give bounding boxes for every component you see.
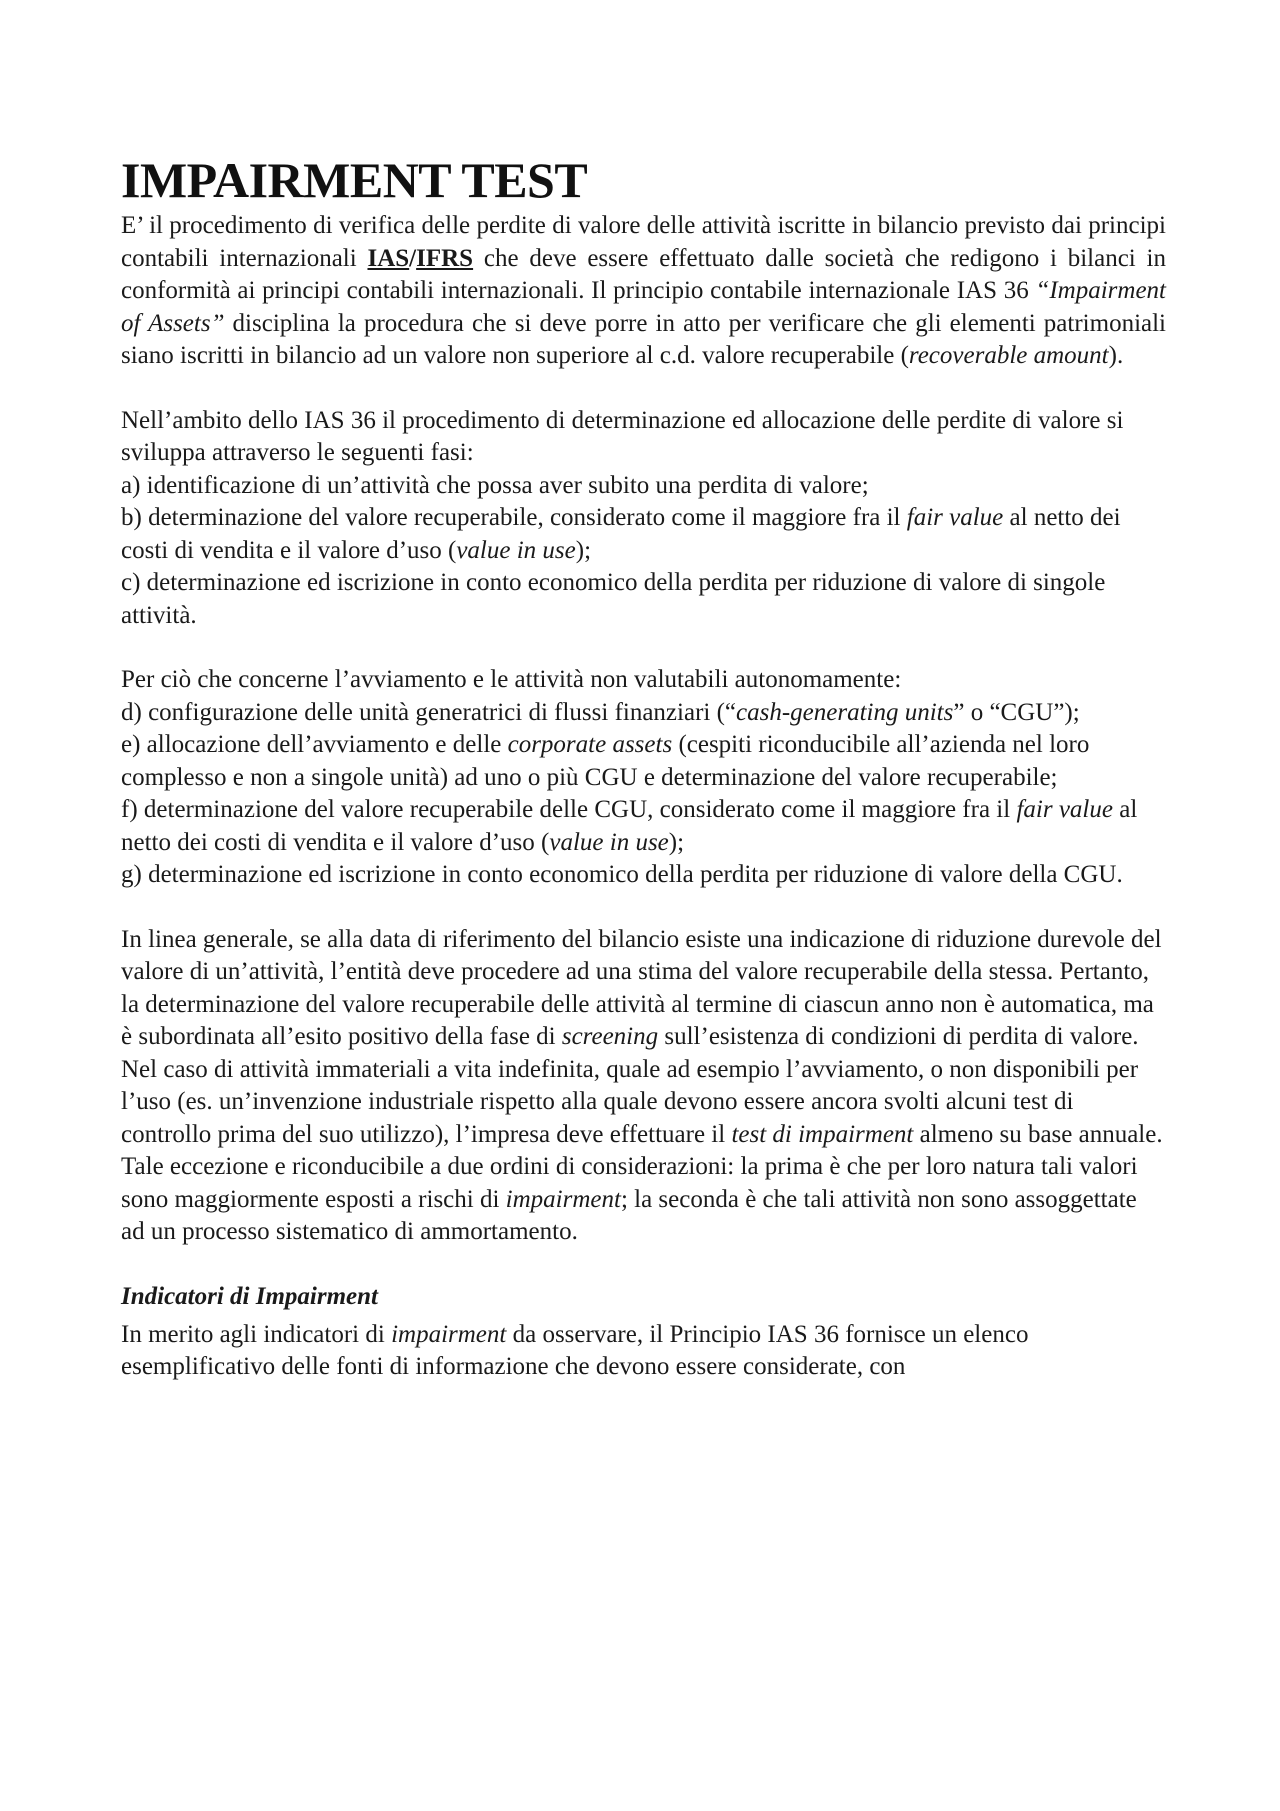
indicators-heading: Indicatori di Impairment	[121, 1282, 378, 1310]
page-title: IMPAIRMENT TEST	[121, 152, 588, 208]
phase-d: d) configurazione delle unità generatrici di flussi finanziari (“cash-generating units” o “CGU”);	[121, 698, 1080, 726]
intro-text-3: disciplina la procedura che si deve porre in atto per verificare che gli elementi patrimoniali siano iscritti in bilancio ad un valore non superiore al c.d. valore recuperabile (	[121, 309, 1167, 369]
intro-text-4: ).	[1108, 342, 1124, 369]
intro-paragraph	[121, 210, 1166, 373]
fair-value-term: fair value	[1016, 796, 1113, 823]
fair-value-term: fair value	[906, 504, 1004, 531]
phase-b: b) determinazione del valore recuperabile, considerato come il maggiore fra il fair value al netto dei costi di vendita e il valore d’uso (value in use);	[121, 504, 1121, 564]
general-paragraph-1: In linea generale, se alla data di riferimento del bilancio esiste una indicazione di riduzione durevole del valore di un’attività, l’entità deve procedere ad una stima del valore recuperabile della stessa. Pertanto, la determinazione del valore recuperabile delle attività al termine di ciascun anno non è automatica, ma è subordinata all’esito positivo della fase di screening sull’esistenza di condizioni di perdita di valore.	[121, 925, 1162, 1050]
corporate-assets-term: corporate assets	[507, 731, 673, 758]
link-separator: /	[409, 244, 417, 272]
recoverable-amount-term: recoverable amount	[908, 342, 1109, 369]
impairment-term: impairment	[391, 1320, 507, 1348]
general-section	[121, 924, 1166, 1249]
phase-f: f) determinazione del valore recuperabile delle CGU, considerato come il maggiore fra il fair value al netto dei costi di vendita e il valore d’uso (value in use);	[121, 796, 1138, 856]
phase-a: a) identificazione di un’attività che possa aver subito una perdita di valore;	[121, 471, 869, 499]
impairment-term: impairment	[505, 1185, 621, 1213]
phases-section	[121, 405, 1166, 633]
cgu-section	[121, 664, 1166, 892]
test-di-impairment-term: test di impairment	[731, 1120, 914, 1148]
ifrs-link[interactable]: IFRS	[416, 244, 474, 272]
intro-text-2: che deve essere effettuato dalle società che redigono i bilanci in conformità ai principi contabili internazionali. Il principio contabile internazionale IAS 36	[121, 244, 1166, 304]
indicators-paragraph: In merito agli indicatori di impairment da osservare, il Principio IAS 36 fornisce un elenco esemplificativo delle fonti di informazione che devono essere considerate, con	[121, 1320, 1029, 1380]
phase-g: g) determinazione ed iscrizione in conto economico della perdita per riduzione di valore della CGU.	[121, 861, 1123, 888]
value-in-use-term: value in use	[456, 536, 576, 564]
cash-generating-units-term: cash-generating units	[736, 698, 954, 726]
general-paragraph-2: Nel caso di attività immateriali a vita indefinita, quale ad esempio l’avviamento, o non disponibili per l’uso (es. un’invenzione industriale rispetto alla quale devono essere ancora svolti alcuni test di controllo prima del suo utilizzo), l’impresa deve effettuare il test di impairment almeno su base annuale. Tale eccezione e riconducibile a due ordini di considerazioni: la prima è che per loro natura tali valori sono maggiormente esposti a rischi di impairment; la seconda è che tali attività non sono assoggettate ad un processo sistematico di ammortamento.	[121, 1055, 1163, 1245]
document-page	[121, 150, 1166, 1384]
ias-link[interactable]: IAS	[367, 244, 410, 272]
screening-term: screening	[561, 1023, 659, 1050]
intro-text-1: E’ il procedimento di verifica delle perdite di valore delle attività iscritte in bilancio previsto dai principi contabili internazionali	[121, 212, 1166, 272]
phase-c: c) determinazione ed iscrizione in conto economico della perdita per riduzione di valore di singole attività.	[121, 569, 1106, 629]
phase-e: e) allocazione dell’avviamento e delle corporate assets (cespiti riconducibile all’azienda nel loro complesso e non a singole unità) ad uno o più CGU e determinazione del valore recuperabile;	[121, 731, 1090, 791]
value-in-use-term: value in use	[549, 828, 669, 856]
cgu-intro: Per ciò che concerne l’avviamento e le attività non valutabili autonomamente:	[121, 666, 902, 693]
phases-intro: Nell’ambito dello IAS 36 il procedimento di determinazione ed allocazione delle perdite di valore si sviluppa attraverso le seguenti fasi:	[121, 406, 1124, 466]
impairment-of-assets-quote: “Impairment of Assets”	[121, 277, 1166, 337]
